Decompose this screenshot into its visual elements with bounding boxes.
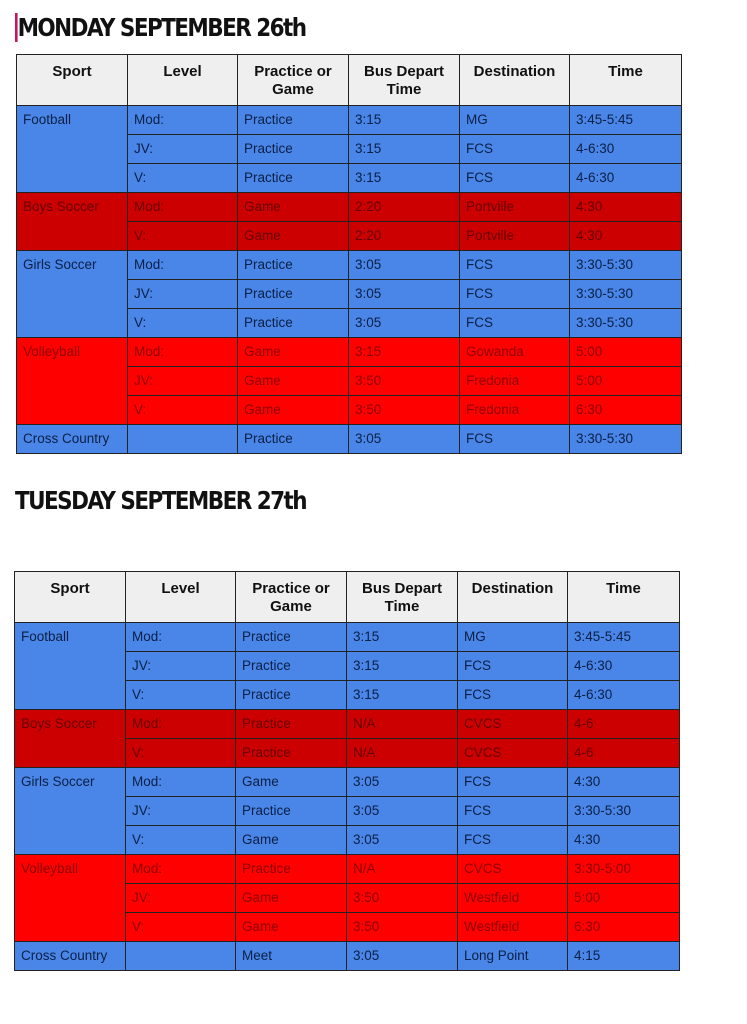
time-cell: 5:00 (568, 884, 680, 913)
type-cell: Practice (238, 280, 349, 309)
time-cell: 3:30-5:30 (570, 425, 682, 454)
type-cell: Game (238, 396, 349, 425)
type-cell: Practice (238, 309, 349, 338)
level-cell: JV: (126, 797, 236, 826)
destination-cell: CVCS (458, 710, 568, 739)
destination-cell: FCS (460, 164, 570, 193)
sport-cell: Volleyball (17, 338, 128, 425)
destination-cell: Portville (460, 193, 570, 222)
bus-cell: 3:15 (347, 652, 458, 681)
type-cell: Practice (238, 135, 349, 164)
tuesday-schedule-table (14, 571, 680, 971)
level-cell: V: (128, 164, 238, 193)
table-row (17, 425, 682, 454)
level-cell: JV: (128, 367, 238, 396)
time-cell: 4-6:30 (568, 681, 680, 710)
bus-cell: 3:05 (347, 797, 458, 826)
bus-cell: 3:50 (349, 396, 460, 425)
type-cell: Game (236, 913, 347, 942)
destination-cell: MG (460, 106, 570, 135)
bus-cell: 3:05 (349, 425, 460, 454)
time-cell: 4-6:30 (568, 652, 680, 681)
level-cell: JV: (126, 652, 236, 681)
level-cell: V: (126, 826, 236, 855)
type-cell: Game (238, 367, 349, 396)
level-cell: JV: (128, 280, 238, 309)
level-cell: V: (126, 739, 236, 768)
col-header-destination: Destination (460, 55, 570, 106)
type-cell: Practice (238, 425, 349, 454)
sport-cell: Boys Soccer (17, 193, 128, 251)
destination-cell: FCS (458, 768, 568, 797)
time-cell: 4:15 (568, 942, 680, 971)
level-cell (126, 942, 236, 971)
level-cell: Mod: (126, 710, 236, 739)
col-header-destination: Destination (458, 572, 568, 623)
monday-heading (15, 13, 306, 42)
time-cell: 4:30 (570, 193, 682, 222)
bus-cell: 2:20 (349, 193, 460, 222)
time-cell: 4:30 (568, 826, 680, 855)
sport-cell: Boys Soccer (15, 710, 126, 768)
type-cell: Game (236, 884, 347, 913)
time-cell: 6:30 (570, 396, 682, 425)
level-cell: Mod: (128, 193, 238, 222)
table-row (17, 338, 682, 367)
bus-cell: 3:15 (349, 338, 460, 367)
table-row (15, 623, 680, 652)
level-cell: Mod: (126, 768, 236, 797)
bus-cell: 3:05 (349, 309, 460, 338)
time-cell: 4-6:30 (570, 135, 682, 164)
level-cell: Mod: (126, 623, 236, 652)
bus-cell: 3:15 (347, 623, 458, 652)
monday-schedule-table (16, 54, 682, 454)
level-cell: JV: (128, 135, 238, 164)
destination-cell: FCS (460, 425, 570, 454)
type-cell: Practice (238, 106, 349, 135)
bus-cell: 3:50 (349, 367, 460, 396)
col-header-practice-or-game: Practice or Game (236, 572, 347, 623)
header-row (15, 572, 680, 623)
time-cell: 4-6 (568, 710, 680, 739)
time-cell: 3:30-5:00 (568, 855, 680, 884)
destination-cell: Westfield (458, 913, 568, 942)
time-cell: 4-6 (568, 739, 680, 768)
time-cell: 3:30-5:30 (568, 797, 680, 826)
bus-cell: 3:05 (347, 826, 458, 855)
sport-cell: Football (17, 106, 128, 193)
header-row (17, 55, 682, 106)
bus-cell: 3:15 (347, 681, 458, 710)
type-cell: Practice (238, 251, 349, 280)
destination-cell: Fredonia (460, 396, 570, 425)
tuesday-heading (15, 486, 306, 515)
sport-cell: Cross Country (17, 425, 128, 454)
destination-cell: CVCS (458, 739, 568, 768)
table-row (15, 855, 680, 884)
destination-cell: Westfield (458, 884, 568, 913)
destination-cell: FCS (458, 652, 568, 681)
level-cell: V: (126, 913, 236, 942)
level-cell: Mod: (126, 855, 236, 884)
col-header-level: Level (126, 572, 236, 623)
bus-cell: N/A (347, 855, 458, 884)
type-cell: Game (238, 222, 349, 251)
col-header-sport: Sport (17, 55, 128, 106)
level-cell: V: (126, 681, 236, 710)
col-header-level: Level (128, 55, 238, 106)
destination-cell: MG (458, 623, 568, 652)
bus-cell: 2:20 (349, 222, 460, 251)
time-cell: 6:30 (568, 913, 680, 942)
table-row (15, 710, 680, 739)
time-cell: 3:30-5:30 (570, 309, 682, 338)
time-cell: 4-6:30 (570, 164, 682, 193)
col-header-bus-depart-time: Bus Depart Time (349, 55, 460, 106)
bus-cell: 3:05 (349, 251, 460, 280)
bus-cell: N/A (347, 739, 458, 768)
sport-cell: Girls Soccer (15, 768, 126, 855)
type-cell: Practice (238, 164, 349, 193)
type-cell: Game (236, 768, 347, 797)
bus-cell: 3:05 (347, 942, 458, 971)
time-cell: 3:45-5:45 (568, 623, 680, 652)
destination-cell: Portville (460, 222, 570, 251)
level-cell: JV: (126, 884, 236, 913)
type-cell: Practice (236, 623, 347, 652)
table-row (17, 106, 682, 135)
time-cell: 3:30-5:30 (570, 280, 682, 309)
col-header-practice-or-game: Practice or Game (238, 55, 349, 106)
tuesday-heading-text: TUESDAY SEPTEMBER 27th (15, 486, 307, 515)
bus-cell: 3:50 (347, 884, 458, 913)
type-cell: Practice (236, 710, 347, 739)
type-cell: Practice (236, 797, 347, 826)
col-header-time: Time (570, 55, 682, 106)
bus-cell: 3:05 (349, 280, 460, 309)
destination-cell: Long Point (458, 942, 568, 971)
destination-cell: FCS (460, 251, 570, 280)
level-cell: Mod: (128, 106, 238, 135)
type-cell: Game (238, 338, 349, 367)
type-cell: Practice (236, 681, 347, 710)
time-cell: 4:30 (568, 768, 680, 797)
type-cell: Meet (236, 942, 347, 971)
destination-cell: CVCS (458, 855, 568, 884)
bus-cell: 3:50 (347, 913, 458, 942)
table-row (15, 942, 680, 971)
col-header-bus-depart-time: Bus Depart Time (347, 572, 458, 623)
col-header-time: Time (568, 572, 680, 623)
col-header-sport: Sport (15, 572, 126, 623)
level-cell: V: (128, 396, 238, 425)
sport-cell: Football (15, 623, 126, 710)
level-cell (128, 425, 238, 454)
bus-cell: 3:15 (349, 135, 460, 164)
type-cell: Game (236, 826, 347, 855)
level-cell: V: (128, 222, 238, 251)
sport-cell: Volleyball (15, 855, 126, 942)
destination-cell: Fredonia (460, 367, 570, 396)
level-cell: V: (128, 309, 238, 338)
time-cell: 5:00 (570, 338, 682, 367)
bus-cell: 3:15 (349, 164, 460, 193)
table-row (17, 251, 682, 280)
time-cell: 3:45-5:45 (570, 106, 682, 135)
destination-cell: FCS (460, 280, 570, 309)
bus-cell: N/A (347, 710, 458, 739)
level-cell: Mod: (128, 338, 238, 367)
time-cell: 3:30-5:30 (570, 251, 682, 280)
destination-cell: FCS (458, 797, 568, 826)
type-cell: Practice (236, 855, 347, 884)
level-cell: Mod: (128, 251, 238, 280)
bus-cell: 3:15 (349, 106, 460, 135)
time-cell: 5:00 (570, 367, 682, 396)
sport-cell: Girls Soccer (17, 251, 128, 338)
table-row (15, 768, 680, 797)
destination-cell: FCS (458, 826, 568, 855)
type-cell: Game (238, 193, 349, 222)
sport-cell: Cross Country (15, 942, 126, 971)
destination-cell: FCS (460, 309, 570, 338)
table-row (17, 193, 682, 222)
destination-cell: Gowanda (460, 338, 570, 367)
monday-heading-text: MONDAY SEPTEMBER 26th (17, 13, 306, 42)
type-cell: Practice (236, 739, 347, 768)
bus-cell: 3:05 (347, 768, 458, 797)
time-cell: 4:30 (570, 222, 682, 251)
type-cell: Practice (236, 652, 347, 681)
destination-cell: FCS (458, 681, 568, 710)
destination-cell: FCS (460, 135, 570, 164)
